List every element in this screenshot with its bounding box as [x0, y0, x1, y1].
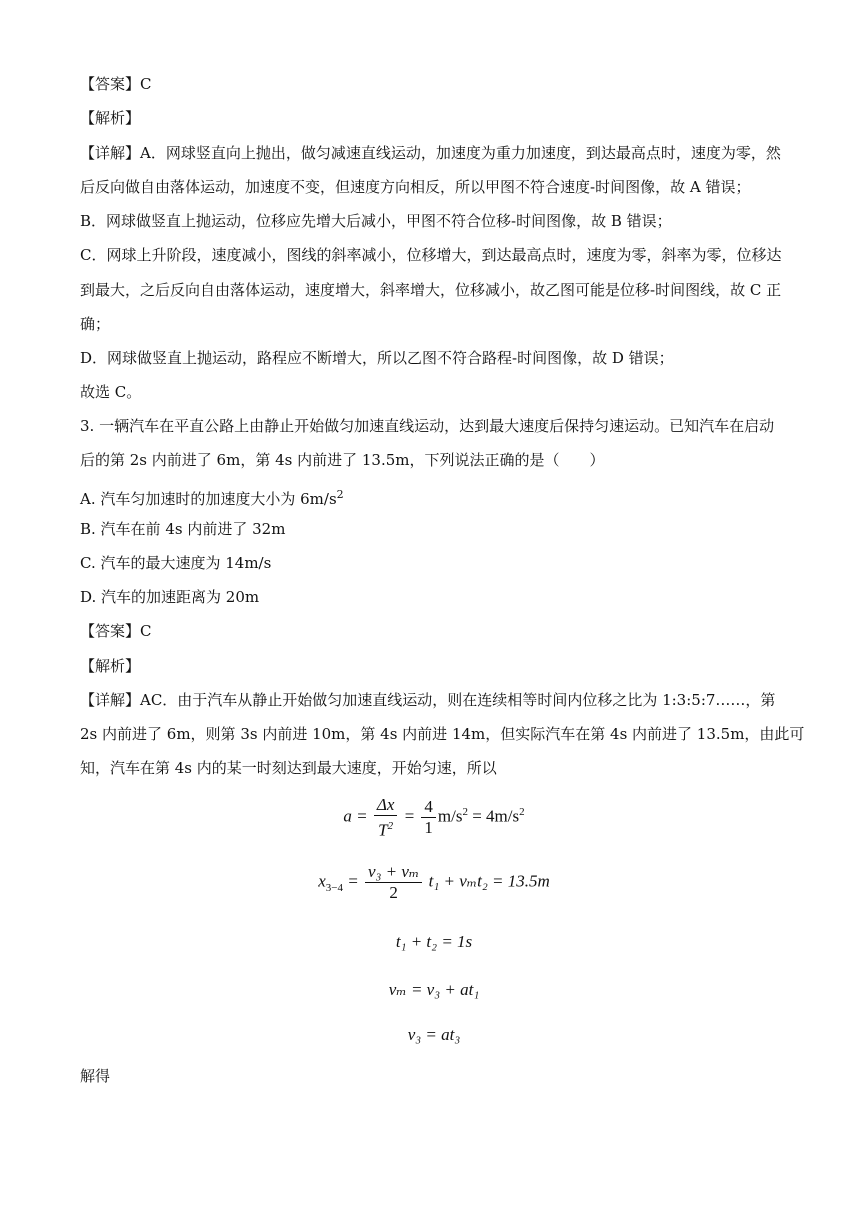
eq1-den1 — [374, 816, 398, 841]
detail-ac-line3: 知，汽车在第 4s 内的某一时刻达到最大速度，开始匀速，所以 — [80, 759, 497, 777]
eq1-den2: 1 — [424, 818, 433, 838]
detail-ac-line2: 2s 内前进了 6m，则第 3s 内前进 10m，第 4s 内前进 14m，但实际汽车在第 4s 内前进了 13.5m，由此可 — [80, 725, 805, 743]
equation-v3: v₃ = at₃ — [407, 1025, 461, 1044]
eq1-fraction-2 — [421, 797, 436, 838]
question-3-line2: 后的第 2s 内前进了 6m，第 4s 内前进了 13.5m，下列说法正确的是（ ） — [80, 451, 605, 469]
option-d: D. 汽车的加速距离为 20m — [80, 588, 260, 606]
eq2-lhs-sub: 3−4 — [325, 881, 343, 894]
eq1-unit: m/s — [437, 806, 463, 826]
eq1-den1-base: T — [378, 820, 388, 840]
equation-time-sum: t₁ + t₂ = 1s — [395, 932, 473, 951]
eq1-den1-exp: 2 — [387, 820, 394, 832]
eq1-result: = 4m/s — [472, 806, 520, 826]
eq2-fraction — [365, 862, 422, 903]
detail-ac-line1: 【详解】AC．由于汽车从静止开始做匀加速直线运动，则在连续相等时间内位移之比为 1:3:5:7……，第 — [80, 691, 776, 709]
detail-c-line2: 到最大，之后反向自由落体运动，速度增大，斜率增大，位移减小，故乙图可能是位移-时间图线，故 C 正 — [80, 281, 782, 299]
equation-displacement: $x_{3-4}$ = $\frac{\text{v₃ + vₘ}}{2}$ t₁ + vₘt₂ = 13.5m — [318, 862, 550, 902]
eq1-lhs: a — [343, 806, 352, 826]
analysis-label: 【解析】 — [80, 109, 141, 127]
detail-a-line1: 【详解】A．网球竖直向上抛出，做匀减速直线运动，加速度为重力加速度，到达最高点时，速度为零，然 — [80, 144, 781, 162]
detail-b: B．网球做竖直上抛运动，位移应先增大后减小，甲图不符合位移-时间图像，故 B 错误； — [80, 212, 672, 230]
option-a-exponent: 2 — [336, 488, 344, 501]
eq1-fraction-1 — [374, 795, 398, 841]
eq1-result-exp: 2 — [519, 806, 525, 819]
solve-label: 解得 — [80, 1067, 111, 1085]
equation-acceleration: a = $\frac{\Delta x}{T^2}$ = $\frac{4}{1}$ $m/s^2 = 4m/s^2$ — [343, 795, 525, 840]
eq2-rest: t₁ + vₘt₂ = 13.5m — [428, 871, 550, 891]
detail-d: D．网球做竖直上抛运动，路程应不断增大，所以乙图不符合路程-时间图像，故 D 错误； — [80, 349, 674, 367]
eq2-lhs: x — [318, 871, 326, 891]
choose-conclusion: 故选 C。 — [80, 383, 142, 401]
equation-max-velocity: vₘ = v₃ + at₁ — [388, 980, 480, 999]
option-a — [80, 485, 788, 509]
eq2-den: 2 — [389, 883, 398, 902]
eq2-num: v₃ + vₘ — [365, 862, 422, 883]
eq1-unit-exp: 2 — [462, 806, 468, 819]
eq1-num1: Δx — [374, 795, 398, 816]
detail-c-line3: 确； — [80, 315, 111, 333]
eq1-num2: 4 — [421, 797, 436, 818]
question-3-line1: 3. 一辆汽车在平直公路上由静止开始做匀加速直线运动，达到最大速度后保持匀速运动。已知汽车在启动 — [80, 417, 775, 435]
detail-c-line1: C．网球上升阶段，速度减小，图线的斜率减小，位移增大，到达最高点时，速度为零，斜率为零，位移达 — [80, 246, 782, 264]
detail-a-line2: 后反向做自由落体运动，加速度不变，但速度方向相反，所以甲图不符合速度-时间图像，故 A 错误； — [80, 178, 751, 196]
analysis-label-2: 【解析】 — [80, 657, 141, 675]
answer-label: 【答案】C — [80, 75, 152, 93]
option-c: C. 汽车的最大速度为 14m/s — [80, 554, 272, 572]
option-a-text: A. 汽车匀加速时的加速度大小为 6m/s — [80, 490, 337, 508]
option-b: B. 汽车在前 4s 内前进了 32m — [80, 520, 286, 538]
answer-label-2: 【答案】C — [80, 622, 152, 640]
